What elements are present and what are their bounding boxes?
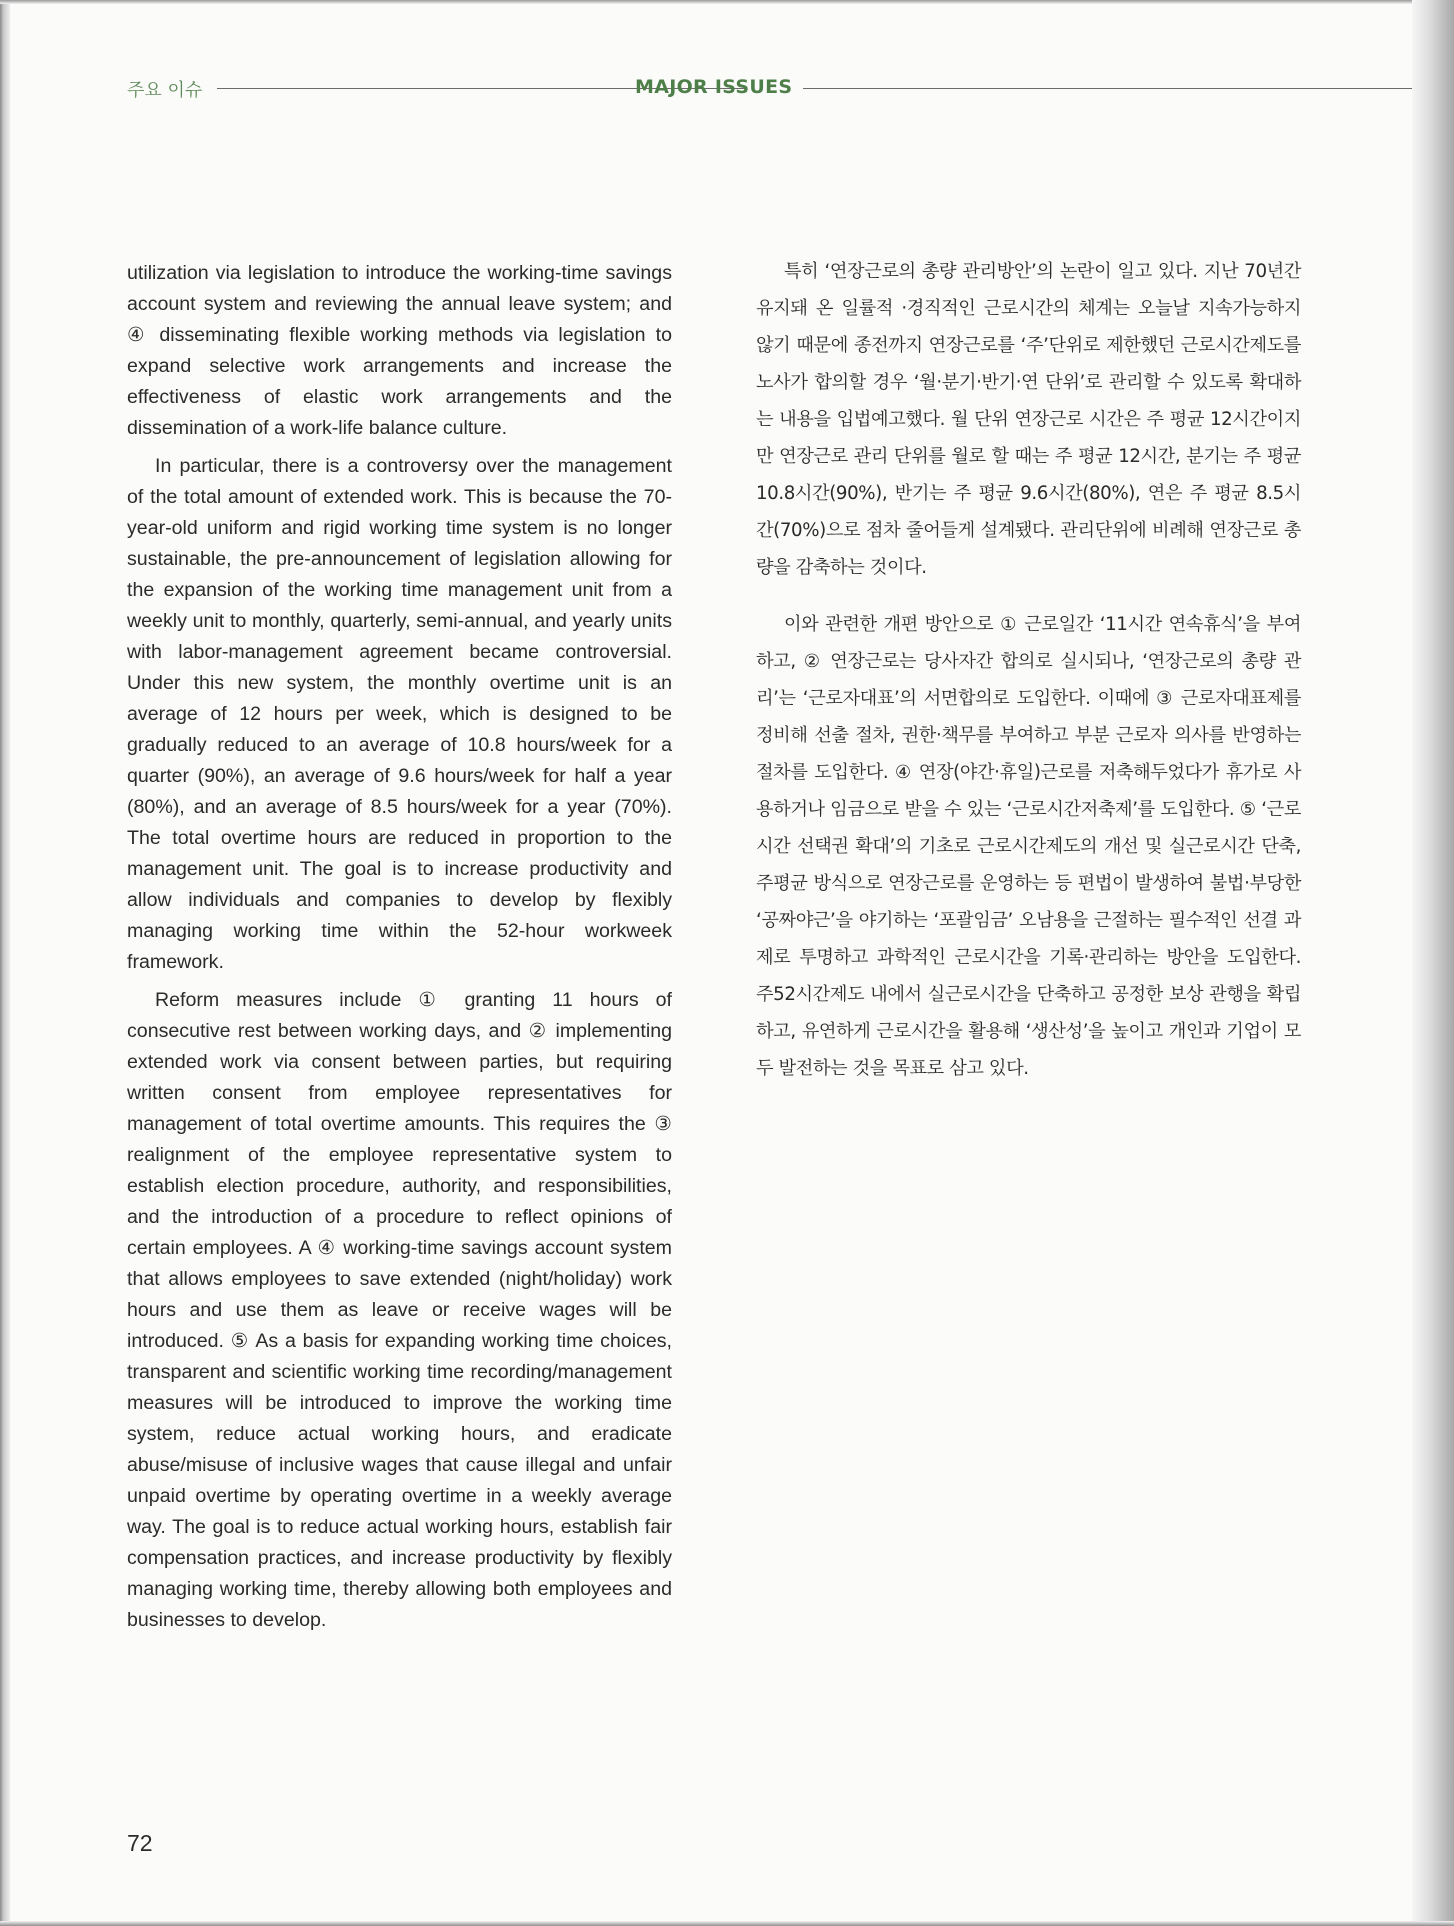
page-curl-shadow [1412,0,1454,1926]
page-top-edge [0,0,1454,4]
header-rule-right [803,88,1412,89]
page-binding-shadow [0,0,10,1926]
korean-paragraph-1: 특히 ‘연장근로의 총량 관리방안’의 논란이 일고 있다. 지난 70년간 유지돼 온 일률적 ·경직적인 근로시간의 체계는 오늘날 지속가능하지 않기 때문에 종전까지 연장근로를 ‘주’단위로 제한했던 근로시간제도를 노사가 합의할 경우 ‘월·분기·반기·연 단위’로 관리할 수 있도록 확대하는 내용을 입법예고했다. 월 단위 연장근로 시간은 주 평균 12시간이지만 연장근로 관리 단위를 월로 할 때는 주 평균 12시간, 분기는 주 평균 10.8시간(90%), 반기는 주 평균 9.6시간(80%), 연은 주 평균 8.5시간(70%)으로 점차 줄어들게 설계됐다. 관리단위에 비례해 연장근로 총량을 감축하는 것이다. [756,261,1301,578]
korean-paragraph-2: 이와 관련한 개편 방안으로 ① 근로일간 ‘11시간 연속휴식’을 부여하고, ② 연장근로는 당사자간 합의로 실시되나, ‘연장근로의 총량 관리’는 ‘근로자대표’의 서면합의로 도입한다. 이때에 ③ 근로자대표제를 정비해 선출 절차, 권한·책무를 부여하고 부분 근로자 의사를 반영하는 절차를 도입한다. ④ 연장(야간·휴일)근로를 저축해두었다가 휴가로 사용하거나 임금으로 받을 수 있는 ‘근로시간저축제’를 도입한다. ⑤ ‘근로시간 선택권 확대’의 기초로 근로시간제도의 개선 및 실근로시간 단축, 주평균 방식으로 연장근로를 운영하는 등 편법이 발생하여 불법·부당한 ‘공짜야근’을 야기하는 ‘포괄임금’ 오남용을 근절하는 필수적인 선결 과제로 투명하고 과학적인 근로시간을 기록·관리하는 방안을 도입한다. 주52시간제도 내에서 실근로시간을 단축하고 공정한 보상 관행을 확립하고, 유연하게 근로시간을 활용해 ‘생산성’을 높이고 개인과 기업이 모두 발전하는 것을 목표로 삼고 있다. [756,614,1301,1079]
english-paragraph-1: utilization via legislation to introduce the working-time savings account system and reviewing the annual leave system; and ④ disseminating flexible working methods via legislation to expand selective work arrangements and increase the effectiveness of elastic work arrangements and the dissemination of a work-life balance culture. [127,262,672,439]
section-title-english: MAJOR ISSUES [635,76,793,98]
english-column [127,258,672,1643]
english-paragraph-2: In particular, there is a controversy over the management of the total amount of extended work. This is because the 70-year-old uniform and rigid working time system is no longer sustainable, the pre-announcement of legislation allowing for the expansion of the working time management unit from a weekly unit to monthly, quarterly, semi-annual, and yearly units with labor-management agreement became controversial. Under this new system, the monthly overtime unit is an average of 12 hours per week, which is designed to be gradually reduced to an average of 10.8 hours/week for a quarter (90%), an average of 9.6 hours/week for half a year (80%), and an average of 8.5 hours/week for a year (70%). The total overtime hours are reduced in proportion to the management unit. The goal is to increase productivity and allow individuals and companies to develop by flexibly managing working time within the 52-hour workweek framework. [127,455,672,973]
section-title-korean: 주요 이슈 [127,80,203,101]
running-header [127,74,1412,102]
page-bottom-edge [0,1921,1454,1926]
korean-column [756,253,1301,1107]
page-number: 72 [127,1830,153,1856]
english-paragraph-3: Reform measures include ① granting 11 hours of consecutive rest between working days, and ② implementing extended work via consent between parties, but requiring written consent from employee representatives for management of total overtime amounts. This requires the ③ realignment of the employee representative system to establish election procedure, authority, and responsibilities, and the introduction of a procedure to reflect opinions of certain employees. A ④ working-time savings account system that allows employees to save extended (night/holiday) work hours and use them as leave or receive wages will be introduced. ⑤ As a basis for expanding working time choices, transparent and scientific working time recording/management measures will be introduced to improve the working time system, reduce actual working hours, and eradicate abuse/misuse of inclusive wages that cause illegal and unfair unpaid overtime by operating overtime in a weekly average way. The goal is to reduce actual working hours, establish fair compensation practices, and increase productivity by flexibly managing working time, thereby allowing both employees and businesses to develop. [127,989,672,1631]
